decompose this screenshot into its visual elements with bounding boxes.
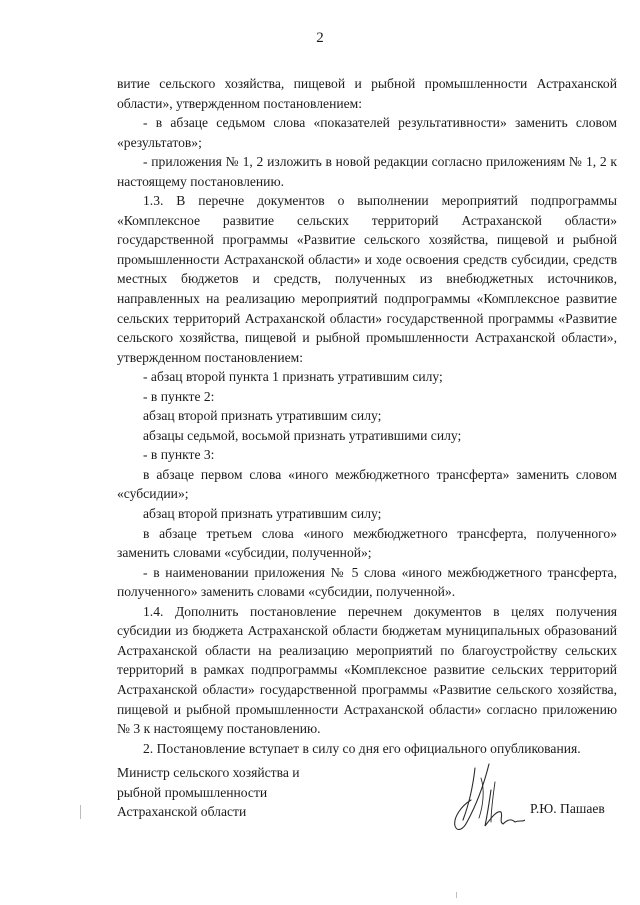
handwritten-signature [445, 760, 525, 835]
signatory-position [117, 763, 377, 822]
position-line: Министр сельского хозяйства и [117, 765, 300, 780]
document-body [117, 74, 617, 758]
paragraph: абзац второй признать утратившим силу; [143, 408, 382, 424]
paragraph: абзацы седьмой, восьмой признать утратившими силу; [143, 427, 462, 443]
paragraph: 1.3. В перечне документов о выполнении мероприятий подпрограммы «Комплексное развитие сельских территорий Астраханской области» государственной программы «Развитие сельского хозяйства, пищевой и рыбной промышленности Астраханской области» и ходе освоения средств субсидии, средств местных бюджетов и средств, полученных из внебюджетных источников, направленных на реализацию мероприятий подпрограммы «Комплексное развитие сельских территорий Астраханской области» государственной программы «Развитие сельского хозяйства, пищевой и рыбной промышленности Астраханской области», утвержденном постановлением: [117, 193, 617, 365]
paragraph: абзац второй признать утратившим силу; [143, 506, 382, 522]
signer-name: Р.Ю. Пашаев [530, 801, 605, 816]
paragraph: - в наименовании приложения № 5 слова «иного межбюджетного трансферта, полученного» заменить словами «субсидии, полученной». [117, 564, 617, 600]
paragraph: 1.4. Дополнить постановление перечнем документов в целях получения субсидии из бюджета Астраханской области бюджетам муниципальных образований Астраханской области на реализацию мероприятий по благоустройству сельских территорий в рамках подпрограммы «Комплексное развитие сельских территорий Астраханской области» государственной программы «Развитие сельского хозяйства, пищевой и рыбной промышленности Астраханской области» согласно приложению № 3 к настоящему постановлению. [117, 603, 617, 737]
paragraph: - в пункте 2: [143, 388, 215, 404]
paragraph: - в пункте 3: [143, 447, 215, 463]
paragraph: в абзаце третьем слова «иного межбюджетного трансферта, полученного» заменить словами «субсидии, полученной»; [117, 525, 617, 561]
page-number: 2 [316, 30, 324, 46]
paragraph: - абзац второй пункта 1 признать утратившим силу; [143, 369, 443, 385]
position-line: рыбной промышленности [117, 784, 268, 800]
paragraph: 2. Постановление вступает в силу со дня его официального опубликования. [143, 740, 581, 756]
paragraph: витие сельского хозяйства, пищевой и рыбной промышленности Астраханской области», утвержденном постановлением: [117, 76, 617, 111]
paragraph: - приложения № 1, 2 изложить в новой редакции согласно приложениям № 1, 2 к настоящему постановлению. [117, 154, 617, 189]
paragraph: - в абзаце седьмом слова «показателей результативности» заменить словом «результатов»; [117, 115, 617, 150]
paragraph: в абзаце первом слова «иного межбюджетного трансферта» заменить словом «субсидии»; [117, 466, 617, 502]
position-line: Астраханской области [117, 804, 247, 819]
